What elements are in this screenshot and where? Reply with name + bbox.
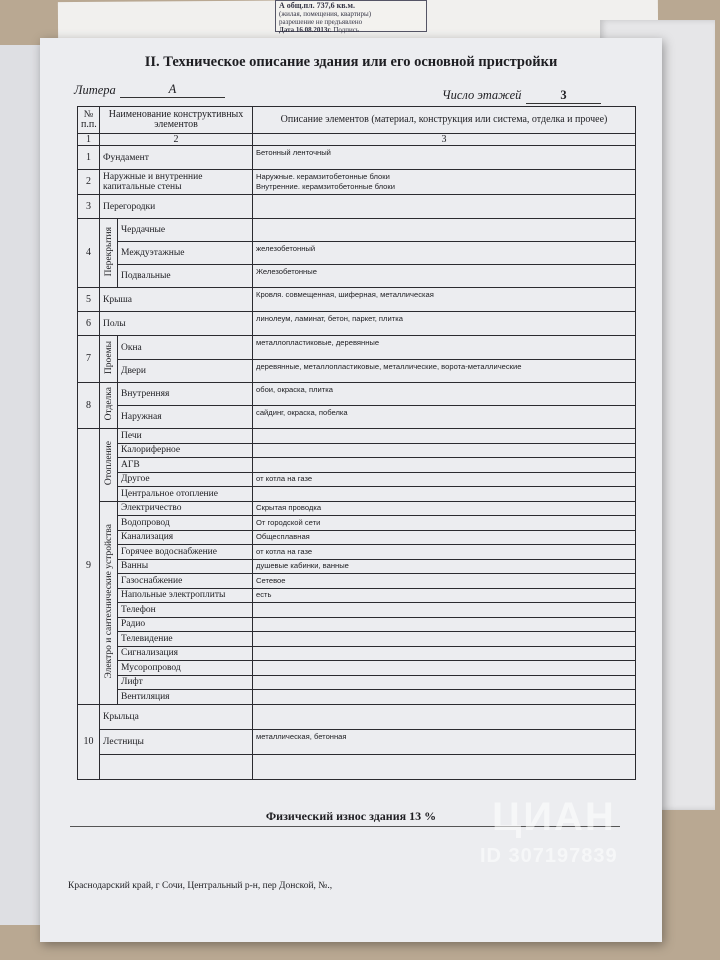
stamp-line-1: А общ.пл. 737,6 кв.м. xyxy=(279,1,356,10)
element-name: АГВ xyxy=(118,458,253,473)
floors-value: 3 xyxy=(526,88,601,104)
element-name: Лифт xyxy=(118,675,253,690)
table-row xyxy=(78,530,636,545)
group-label-text: Перекрытия xyxy=(103,226,114,277)
element-name: Печи xyxy=(118,429,253,444)
element-desc: Кровля. совмещенная, шиферная, металлическая xyxy=(253,288,636,312)
element-name: Водопровод xyxy=(118,516,253,531)
desc-line: Внутренние. керамзитобетонные блоки xyxy=(256,182,395,191)
element-desc xyxy=(253,661,636,676)
element-name: Сигнализация xyxy=(118,646,253,661)
table-row xyxy=(78,754,636,779)
element-name: Перегородки xyxy=(100,195,253,219)
element-desc: Общесплавная xyxy=(253,530,636,545)
element-desc xyxy=(253,219,636,242)
table-row xyxy=(78,617,636,632)
element-desc: есть xyxy=(253,588,636,603)
element-name: Окна xyxy=(118,336,253,360)
element-desc: металлическая, бетонная xyxy=(253,729,636,754)
table-row xyxy=(78,690,636,705)
group-label-text: Отопление xyxy=(103,441,114,486)
table-row xyxy=(78,574,636,589)
row-number: 1 xyxy=(78,146,100,170)
row-number: 8 xyxy=(78,383,100,429)
element-desc xyxy=(253,458,636,473)
table-row xyxy=(78,242,636,265)
watermark-id: ID 307197839 xyxy=(480,845,618,867)
table-row xyxy=(78,472,636,487)
table-row xyxy=(78,170,636,195)
table-row xyxy=(78,704,636,729)
element-name: Горячее водоснабжение xyxy=(118,545,253,560)
row-number: 10 xyxy=(78,704,100,779)
table-row xyxy=(78,383,636,406)
element-name: Внутренняя xyxy=(118,383,253,406)
table-row xyxy=(78,195,636,219)
element-desc: Железобетонные xyxy=(253,265,636,288)
element-name: Крыша xyxy=(100,288,253,312)
table-header-row xyxy=(78,107,636,134)
group-label xyxy=(100,429,118,502)
table-row xyxy=(78,516,636,531)
row-number: 9 xyxy=(78,429,100,705)
element-desc xyxy=(253,632,636,647)
stamp-line-3: разрешение не предъявлено xyxy=(279,18,363,26)
element-name: Газоснабжение xyxy=(118,574,253,589)
description-table xyxy=(77,106,636,780)
element-desc: Бетонный ленточный xyxy=(253,146,636,170)
row-number: 5 xyxy=(78,288,100,312)
element-desc xyxy=(253,675,636,690)
table-row xyxy=(78,501,636,516)
element-desc xyxy=(253,603,636,618)
table-row xyxy=(78,729,636,754)
table-row xyxy=(78,487,636,502)
element-desc xyxy=(253,195,636,219)
element-desc: от котла на газе xyxy=(253,472,636,487)
table-row xyxy=(78,443,636,458)
element-desc xyxy=(253,443,636,458)
row-number: 6 xyxy=(78,312,100,336)
table-row xyxy=(78,265,636,288)
element-name: Другое xyxy=(118,472,253,487)
element-desc xyxy=(253,754,636,779)
table-row xyxy=(78,360,636,383)
table-row xyxy=(78,406,636,429)
element-name: Центральное отопление xyxy=(118,487,253,502)
table-row xyxy=(78,429,636,444)
table-row xyxy=(78,146,636,170)
colnum-2: 2 xyxy=(100,134,253,146)
element-name: Телефон xyxy=(118,603,253,618)
table-row xyxy=(78,559,636,574)
header-desc: Описание элементов (материал, конструкция или система, отделка и прочее) xyxy=(253,107,636,134)
watermark-brand: ЦИАН xyxy=(492,795,616,839)
colnum-3: 3 xyxy=(253,134,636,146)
element-desc xyxy=(253,690,636,705)
stamp-line-4: Дата 16.08.2013г. xyxy=(279,26,332,34)
element-desc: от котла на газе xyxy=(253,545,636,560)
row-number: 3 xyxy=(78,195,100,219)
element-name: Междуэтажные xyxy=(118,242,253,265)
header-num: № п.п. xyxy=(78,107,100,134)
row-number: 4 xyxy=(78,219,100,288)
group-label xyxy=(100,501,118,704)
page-title: II. Техническое описание здания или его основной пристройки xyxy=(144,54,558,70)
colnum-1: 1 xyxy=(78,134,100,146)
element-name: Двери xyxy=(118,360,253,383)
element-name: Фундамент xyxy=(100,146,253,170)
desc-line: Наружные. керамзитобетонные блоки xyxy=(256,172,390,181)
litera-label: Литера xyxy=(74,83,116,97)
element-desc xyxy=(253,646,636,661)
element-name: Напольные электроплиты xyxy=(118,588,253,603)
element-desc: душевые кабинки, ванные xyxy=(253,559,636,574)
element-desc xyxy=(253,487,636,502)
element-name: Ванны xyxy=(118,559,253,574)
row-number: 7 xyxy=(78,336,100,383)
table-row xyxy=(78,312,636,336)
element-name: Крыльца xyxy=(100,704,253,729)
element-desc: обои, окраска, плитка xyxy=(253,383,636,406)
element-desc: линолеум, ламинат, бетон, паркет, плитка xyxy=(253,312,636,336)
element-name: Лестницы xyxy=(100,729,253,754)
header-name: Наименование конструктивных элементов xyxy=(100,107,253,134)
element-desc: От городской сети xyxy=(253,516,636,531)
table-row xyxy=(78,603,636,618)
group-label xyxy=(100,219,118,288)
element-name: Подвальные xyxy=(118,265,253,288)
stamp-line-5: Подпись xyxy=(333,26,360,34)
element-desc xyxy=(253,429,636,444)
element-name: Калориферное xyxy=(118,443,253,458)
physical-wear: Физический износ здания 13 % xyxy=(265,809,437,823)
table-row xyxy=(78,646,636,661)
stamp-line-2: (жилая, помещения, квартиры) xyxy=(279,10,372,18)
group-label xyxy=(100,383,118,429)
table-row xyxy=(78,288,636,312)
group-label-text: Проемы xyxy=(103,340,114,375)
table-row xyxy=(78,632,636,647)
element-name: Вентиляция xyxy=(118,690,253,705)
element-desc: металлопластиковые, деревянные xyxy=(253,336,636,360)
address: Краснодарский край, г Сочи, Центральный р-н, пер Донской, №., xyxy=(68,881,333,891)
table-row xyxy=(78,675,636,690)
element-desc: железобетонный xyxy=(253,242,636,265)
table-row xyxy=(78,661,636,676)
element-desc xyxy=(253,704,636,729)
element-name: Телевидение xyxy=(118,632,253,647)
element-name: Электричество xyxy=(118,501,253,516)
element-name: Мусоропровод xyxy=(118,661,253,676)
stamp xyxy=(275,0,427,32)
element-name: Наружная xyxy=(118,406,253,429)
row-number: 2 xyxy=(78,170,100,195)
group-label xyxy=(100,336,118,383)
floors-label: Число этажей xyxy=(442,88,522,102)
table-row xyxy=(78,545,636,560)
element-name: Канализация xyxy=(118,530,253,545)
table-row xyxy=(78,458,636,473)
element-name: Полы xyxy=(100,312,253,336)
element-desc xyxy=(253,617,636,632)
element-desc: сайдинг, окраска, побелка xyxy=(253,406,636,429)
table-row xyxy=(78,219,636,242)
element-name: Наружные и внутренние капитальные стены xyxy=(100,170,253,195)
element-name: Чердачные xyxy=(118,219,253,242)
element-desc xyxy=(253,170,636,195)
element-desc: деревянные, металлопластиковые, металлические, ворота-металлические xyxy=(253,360,636,383)
element-desc: Скрытая проводка xyxy=(253,501,636,516)
group-label-text: Отделка xyxy=(103,387,114,421)
litera-value: А xyxy=(120,82,225,98)
element-name: Радио xyxy=(118,617,253,632)
element-name xyxy=(100,754,253,779)
table-row xyxy=(78,336,636,360)
element-desc: Сетевое xyxy=(253,574,636,589)
table-colnum-row xyxy=(78,134,636,146)
table-row xyxy=(78,588,636,603)
group-label-text: Электро и сантехнические устройства xyxy=(103,523,114,679)
